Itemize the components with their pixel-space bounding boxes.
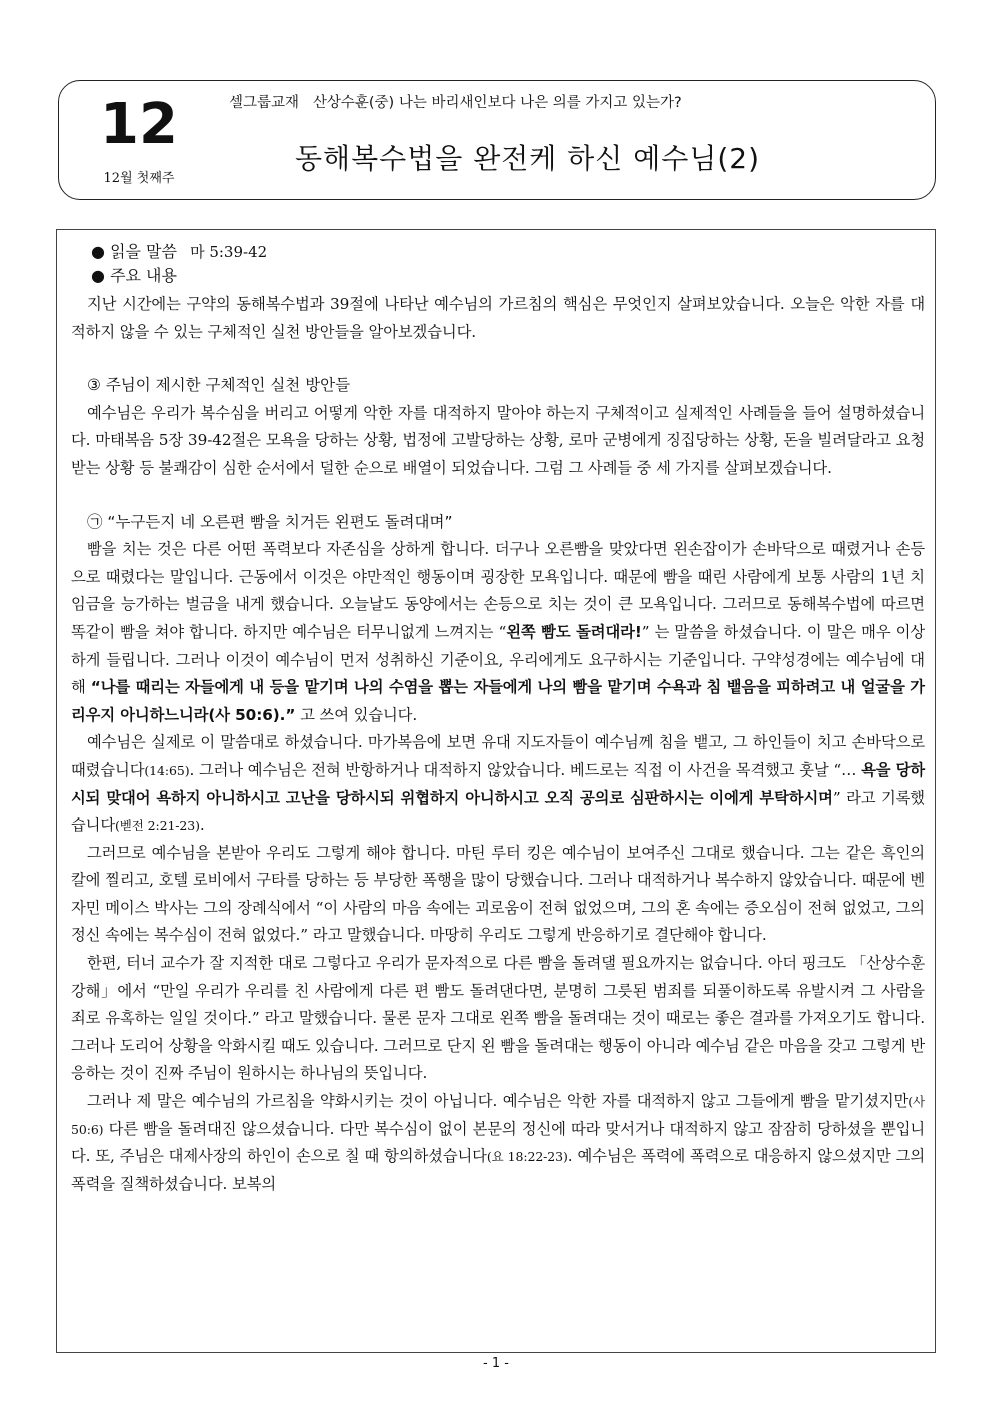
bullet-icon: ● [91,242,105,261]
summary-label: 주요 내용 [110,266,177,285]
intro-paragraph: 지난 시간에는 구약의 동해복수법과 39절에 나타난 예수님의 가르침의 핵심은 무엇인지 살펴보았습니다. 오늘은 악한 자를 대적하지 않을 수 있는 구체적인 실천 방안들을 알아보겠습니다. [71,295,925,341]
scripture-ref: (사 50:6) [71,1094,925,1137]
emphasis: 왼쪽 빰도 돌려대라! [506,622,642,641]
content-box [56,229,936,1353]
paragraph: 그러므로 예수님을 본받아 우리도 그렇게 해야 합니다. 마틴 루터 킹은 예수님이 보여주신 그대로 했습니다. 그는 같은 흑인의 칼에 찔리고, 호텔 로비에서 구타를 당하는 등 부당한 폭행을 많이 당했습니다. 그러나 대적하거나 복수하지 않았습니다. 때문에 벤자민 메이스 박사는 그의 장례식에서 “이 사람의 마음 속에는 괴로움이 전혀 없었으며, 그의 혼 속에는 증오심이 전혀 없었고, 그의 정신 속에는 복수심이 전혀 없었다.” 라고 말했습니다. 마땅히 우리도 그렇게 반응하기로 결단해야 합니다. [71,843,925,945]
lesson-number: 12 [100,92,178,157]
lesson-title: 동해복수법을 완전케 하신 예수님(2) [295,142,761,175]
reading-line [71,240,925,264]
paragraph: 한편, 터너 교수가 잘 지적한 대로 그렇다고 우리가 문자적으로 다른 빰을 돌려댈 필요까지는 없습니다. 아더 핑크도 「산상수훈 강해」에서 “만일 우리가 우리를 친 사람에게 다른 편 빰도 돌려댄다면, 분명히 그릇된 범죄를 되풀이하도록 유발시켜 그 사람을 죄로 유혹하는 일일 것이다.” 라고 말했습니다. 물론 문자 그대로 왼쪽 빰을 돌려대는 것이 때로는 좋은 결과를 가져오기도 합니다. 그러나 도리어 상황을 악화시킬 때도 있습니다. 그러므로 단지 왼 빰을 돌려대는 행동이 아니라 예수님 같은 마음을 갖고 그렇게 반응하는 것이 진짜 주님이 원하시는 하나님의 뜻입니다. [71,954,925,1083]
week-label: 12월 첫째주 [103,171,175,186]
reading-ref: 마 5:39-42 [190,243,268,261]
reading-label: 읽을 말씀 [110,242,177,261]
summary-line [71,264,925,287]
emphasis-quote: 욕을 당하시되 맞대어 욕하지 아니하시고 고난을 당하시되 위협하지 아니하시고 오직 공의로 심판하시는 이에게 부탁하시며 [71,760,926,807]
emphasis-quote: “나를 때리는 자들에게 내 등을 맡기며 나의 수염을 뽑는 자들에게 나의 빰을 맡기며 수욕과 침 뱉음을 피하려고 내 얼굴을 가리우지 아니하느니라(사 50:6).” [71,678,925,724]
scripture-ref: (요 18:22-23) [486,1149,568,1165]
paragraph: 그러나 제 말은 예수님의 가르침을 약화시키는 것이 아닙니다. 예수님은 악한 자를 대적하지 않고 그들에게 빰을 맡기셨지만(사 50:6) 다른 빰을 돌려대진 않으셨습니다. 다만 복수심이 없이 본문의 정신에 따라 맞서거나 대적하지 않고 잠잠히 당하셨을 뿐입니다. 또, 주님은 대제사장의 하인이 손으로 칠 때 항의하셨습니다(요 18:22-23). 예수님은 폭력에 폭력으로 대응하지 않으셨지만 그의 폭력을 질책하셨습니다. 보복의 [71,1092,925,1193]
scripture-ref: (14:65) [144,762,190,778]
section-paragraph: 예수님은 우리가 복수심을 버리고 어떻게 악한 자를 대적하지 말아야 하는지 구체적이고 실제적인 사례들을 들어 설명하셨습니다. 마태복음 5장 39-42절은 모욕을 당하는 상황, 법정에 고발당하는 상황, 로마 군병에게 징집당하는 상황, 돈을 빌려달라고 요청받는 상황 등 불쾌감이 심한 순서에서 덜한 순으로 배열이 되었습니다. 그럼 그 사례들 중 세 가지를 살펴보겠습니다. [71,403,925,477]
paragraph: 예수님은 실제로 이 말씀대로 하셨습니다. 마가복음에 보면 유대 지도자들이 예수님께 침을 뱉고, 그 하인들이 치고 손바닥으로 때렸습니다(14:65). 그러나 예수님은 전혀 반항하거나 대적하지 않았습니다. 베드로는 직접 이 사건을 목격했고 훗날 “… 욕을 당하시되 맞대어 욕하지 아니하시고 고난을 당하시되 위협하지 아니하시고 오직 공의로 심판하시는 이에게 부탁하시며” 라고 기록했습니다(벧전 2:21-23). [71,733,926,835]
paragraph: 빰을 치는 것은 다른 어떤 폭력보다 자존심을 상하게 합니다. 더구나 오른빰을 맞았다면 왼손잡이가 손바닥으로 때렸거나 손등으로 때렸다는 말입니다. 근동에서 이것은 야만적인 행동이며 굉장한 모욕입니다. 때문에 빰을 때린 사람에게 보통 사람의 1년 치 임금을 능가하는 벌금을 내게 했습니다. 오늘날도 동양에서는 손등으로 치는 것이 큰 모욕입니다. 그러므로 동해복수법에 따르면 똑같이 빰을 쳐야 합니다. 하지만 예수님은 터무니없게 느껴지는 “왼쪽 빰도 돌려대라!” 는 말씀을 하셨습니다. 이 말은 매우 이상하게 들립니다. 그러나 이것이 예수님이 먼저 성취하신 기준이요, 우리에게도 요구하시는 기준입니다. 구약성경에는 예수님에 대해 “나를 때리는 자들에게 내 등을 맡기며 나의 수염을 뽑는 자들에게 나의 빰을 맡기며 수욕과 침 뱉음을 피하려고 내 얼굴을 가리우지 아니하느니라(사 50:6).” 고 쓰여 있습니다. [71,540,925,724]
page-number: - 1 - [483,1356,509,1371]
subsection-heading: ㉠ “누구든지 네 오른편 빰을 치거든 왼편도 돌려대며” [87,512,453,531]
scripture-ref: (벧전 2:21-23) [115,818,200,834]
series-subtitle: 셀그룹교재 산상수훈(중) 나는 바리새인보다 나은 의를 가지고 있는가? [229,95,682,111]
lesson-header [58,80,936,200]
bullet-icon: ● [91,266,105,285]
section-heading: ③ 주님이 제시한 구체적인 실천 방안들 [87,376,351,395]
